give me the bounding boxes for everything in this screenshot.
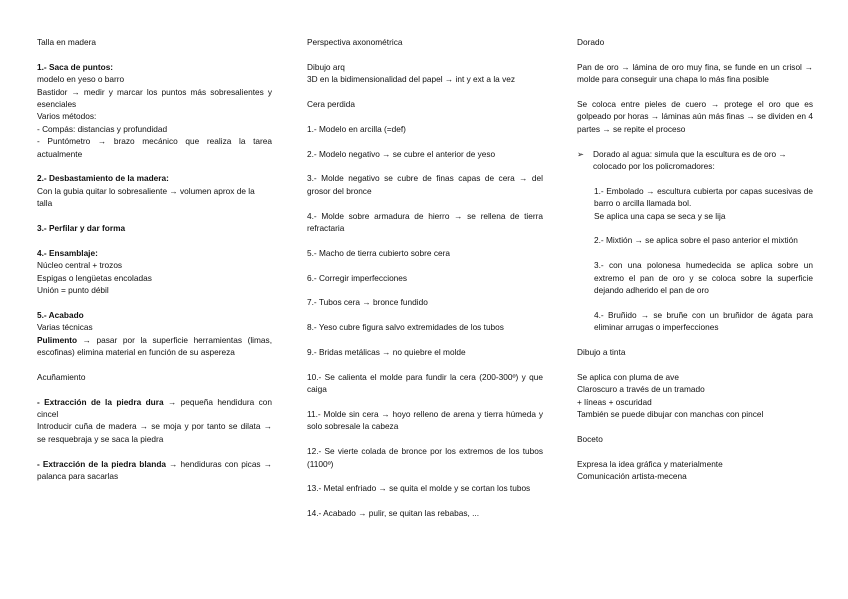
section-title: Dorado bbox=[577, 37, 605, 47]
step-item: 11.- Molde sin cera → hoyo relleno de arena y tierra húmeda y solo sobresale la cabeza bbox=[307, 408, 543, 432]
step-item: 4.- Molde sobre armadura de hierro → se rellena de tierra refractaria bbox=[307, 210, 543, 233]
text-line: Claroscuro a través de un tramado bbox=[577, 384, 705, 395]
text-line: Núcleo central + trozos bbox=[37, 260, 123, 271]
step-item: 12.- Se vierte colada de bronce por los extremos de los tubos (1100º) bbox=[307, 446, 543, 469]
text-line: Se aplica con pluma de ave bbox=[577, 371, 679, 382]
text-paragraph bbox=[37, 396, 272, 421]
step-item: 1.- Modelo en arcilla (=def) bbox=[307, 123, 406, 134]
text-line: Varias técnicas bbox=[37, 322, 93, 333]
term-text: → pequeña hendidura con cincel bbox=[37, 396, 272, 420]
bold-term: - Extracción de la piedra dura bbox=[37, 396, 164, 407]
substep-text: Se aplica una capa se seca y se lija bbox=[594, 210, 726, 221]
text-line: Unión = punto débil bbox=[37, 285, 109, 296]
substep-text: 4.- Bruñido → se bruñe con un bruñidor de ágata para eliminar arrugas o imperfecciones bbox=[594, 309, 813, 333]
substep-text: 3.- con una polonesa humedecida se aplica sobre un extremo el pan de oro y se coloca sobre la superficie dejando adherido el pan de oro bbox=[594, 260, 813, 296]
step-item: 13.- Metal enfriado → se quita el molde y se cortan los tubos bbox=[307, 483, 531, 494]
column-dorado bbox=[577, 36, 813, 482]
text-line: modelo en yeso o barro bbox=[37, 74, 125, 85]
text-line: Introducir cuña de madera → se moja y por tanto se dilata → se resquebraja y se saca la piedra bbox=[37, 421, 272, 444]
text-paragraph bbox=[37, 334, 272, 359]
text-paragraph: Se coloca entre pieles de cuero → protege el oro que es golpeado por horas → láminas aún más finas → se dividen en 4 partes → se repite el proceso bbox=[577, 99, 813, 134]
arrow-bullet-icon: ➢ bbox=[577, 148, 584, 159]
text-line: 3D en la bidimensionalidad del papel → int y ext a la vez bbox=[307, 74, 516, 85]
text-line: Espigas o lengüetas encoladas bbox=[37, 272, 152, 283]
step-heading: 2.- Desbastamiento de la madera: bbox=[37, 173, 169, 184]
step-heading: 1.- Saca de puntos: bbox=[37, 61, 114, 72]
section-title: Cera perdida bbox=[307, 99, 355, 109]
step-item: 2.- Modelo negativo → se cubre el anterior de yeso bbox=[307, 148, 496, 159]
text-paragraph bbox=[37, 458, 272, 483]
text-line: Bastidor → medir y marcar los puntos más sobresalientes y esenciales bbox=[37, 86, 272, 110]
text-line: Expresa la idea gráfica y materialmente bbox=[577, 458, 723, 469]
step-item: 5.- Macho de tierra cubierto sobre cera bbox=[307, 247, 450, 258]
text-line: - Compás: distancias y profundidad bbox=[37, 123, 168, 134]
section-title: Talla en madera bbox=[37, 37, 97, 47]
term-text: → hendiduras con picas → palanca para sacarlas bbox=[37, 458, 272, 482]
bullet-text: Dorado al agua: simula que la escultura es de oro → colocado por los policromadores: bbox=[593, 148, 787, 172]
step-heading: 3.- Perfilar y dar forma bbox=[37, 223, 126, 234]
section-title: Perspectiva axonométrica bbox=[307, 37, 403, 47]
text-line: También se puede dibujar con manchas con pincel bbox=[577, 409, 764, 420]
section-title: Dibujo arq bbox=[307, 61, 345, 72]
column-talla-madera bbox=[37, 36, 272, 483]
substep-text: 1.- Embolado → escultura cubierta por capas sucesivas de barro o arcilla llamada bol. bbox=[594, 185, 813, 209]
step-heading: 5.- Acabado bbox=[37, 309, 84, 320]
substep-text: 2.- Mixtión → se aplica sobre el paso anterior el mixtión bbox=[594, 235, 798, 246]
column-perspectiva bbox=[307, 36, 543, 520]
term-text: → pasar por la superficie herramientas (limas, escofinas) elimina material en función de su aspereza bbox=[37, 334, 272, 358]
text-line: Varios métodos: bbox=[37, 111, 97, 122]
text-line: Con la gubia quitar lo sobresaliente → volumen aprox de la talla bbox=[37, 185, 255, 209]
section-title: Dibujo a tinta bbox=[577, 347, 626, 358]
step-item: 3.- Molde negativo se cubre de finas capas de cera → del grosor del bronce bbox=[307, 173, 543, 196]
bold-term: - Extracción de la piedra blanda bbox=[37, 458, 167, 469]
step-item: 10.- Se calienta el molde para fundir la cera (200-300º) y que caiga bbox=[307, 371, 543, 395]
text-line: Comunicación artista-mecena bbox=[577, 471, 687, 482]
step-item: 8.- Yeso cubre figura salvo extremidades de los tubos bbox=[307, 322, 504, 333]
step-item: 14.- Acabado → pulir, se quitan las rebabas, ... bbox=[307, 508, 480, 519]
step-item: 9.- Bridas metálicas → no quiebre el molde bbox=[307, 346, 466, 357]
step-item: 7.- Tubos cera → bronce fundido bbox=[307, 297, 428, 308]
step-heading: 4.- Ensamblaje: bbox=[37, 247, 98, 258]
step-item: 6.- Corregir imperfecciones bbox=[307, 272, 408, 283]
text-paragraph: Pan de oro → lámina de oro muy fina, se funde en un crisol → molde para conseguir una chapa lo más fina posible bbox=[577, 61, 813, 85]
bullet-item bbox=[577, 148, 813, 173]
text-line: + líneas + oscuridad bbox=[577, 396, 652, 407]
text-line: - Puntómetro → brazo mecánico que realiza la tarea actualmente bbox=[37, 136, 272, 159]
bold-term: Pulimento bbox=[37, 334, 78, 345]
section-title: Boceto bbox=[577, 433, 603, 444]
substeps bbox=[577, 185, 813, 334]
section-title: Acuñamiento bbox=[37, 371, 86, 382]
